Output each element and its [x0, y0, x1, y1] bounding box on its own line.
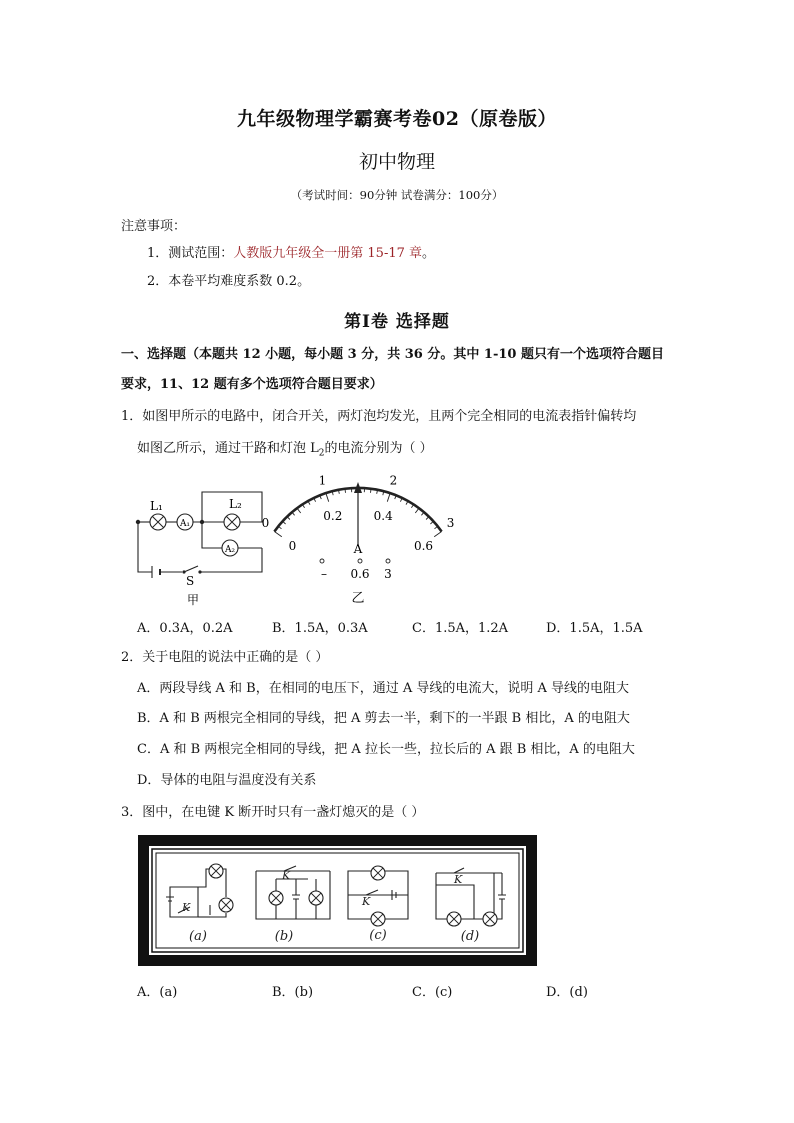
exam-info: （考试时间：90分钟 试卷满分：100分）	[290, 188, 504, 202]
dial-scale-bottom-label: 0.2	[323, 509, 343, 524]
dial-scale-bottom-label: 0.4	[373, 509, 393, 524]
q1-stem-line-2-a: 如图乙所示，通过干路和灯泡 L	[137, 441, 319, 456]
q1-stem-line-1: 1．如图甲所示的电路中，闭合开关，两灯泡均发光，且两个完全相同的电流表指针偏转均	[121, 409, 637, 424]
section-title: 第Ⅰ卷 选择题	[344, 312, 450, 332]
dial-tick	[274, 532, 281, 537]
q3-switch-label-a: K	[182, 901, 191, 914]
notes-item-1	[147, 244, 435, 264]
q3-figure-label-d: (d)	[460, 929, 480, 944]
label-l1: L₁	[150, 499, 163, 513]
q2-stem: 2．关于电阻的说法中正确的是（ ）	[121, 650, 329, 665]
q3-option-b[interactable]: B．(b)	[272, 985, 314, 1000]
notes-item-1-suffix: 。	[422, 246, 436, 261]
lamp-l2-icon	[224, 514, 240, 530]
dial-scale-top-label: 2	[389, 473, 398, 488]
terminal-label-06: 0.6	[350, 567, 370, 581]
label-l2: L₂	[229, 497, 242, 511]
notes-item-1-highlight: 人教版九年级全一册第 15-17 章	[233, 246, 423, 261]
q3-figure-label-b: (b)	[274, 929, 294, 944]
q3-switch-label-b: K	[282, 869, 291, 882]
q1-stem-line-2-sub: 2	[318, 448, 325, 459]
dial-scale-top-label: 0	[261, 516, 270, 531]
q2-option-a[interactable]: A．两段导线 A 和 B，在相同的电压下，通过 A 导线的电流大，说明 A 导线的电阻大	[137, 681, 630, 696]
q3-figure-label-c: (c)	[369, 928, 387, 943]
dial-tick	[326, 493, 329, 502]
label-a2: A₂	[224, 545, 236, 555]
section-instruction-line-1: 一、选择题（本题共 12 小题，每小题 3 分，共 36 分。其中 1-10 题只有一个选项符合题目	[121, 347, 664, 362]
caption-jia: 甲	[187, 593, 200, 607]
q3-stem: 3．图中，在电键 K 断开时只有一盏灯熄灭的是（ ）	[121, 805, 425, 820]
terminal-3-icon	[386, 559, 390, 563]
dial-tick	[434, 532, 441, 537]
q1-stem-line-2-b: 的电流分别为（ ）	[324, 441, 433, 456]
q3-switch-label-d: K	[454, 873, 463, 886]
notes-item-2: 2．本卷平均难度系数 0.2。	[147, 274, 311, 289]
q2-option-c[interactable]: C．A 和 B 两根完全相同的导线，把 A 拉长一些，拉长后的 A 跟 B 相比，A 的电阻大	[137, 742, 635, 757]
q2-option-b[interactable]: B．A 和 B 两根完全相同的导线，把 A 剪去一半，剩下的一半跟 B 相比，A 的电阻大	[137, 711, 630, 726]
page-subtitle: 初中物理	[358, 151, 435, 173]
q1-option-d[interactable]: D．1.5A，1.5A	[546, 621, 643, 636]
terminal-06-icon	[358, 559, 362, 563]
q3-option-a[interactable]: A．(a)	[137, 985, 178, 1000]
page-title: 九年级物理学霸赛考卷02（原卷版）	[237, 108, 557, 130]
dial-scale-bottom-label: 0	[288, 539, 297, 554]
label-a1: A₁	[179, 519, 191, 529]
lamp-l1-icon	[150, 514, 166, 530]
q1-option-b[interactable]: B．1.5A，0.3A	[272, 621, 368, 636]
dial-unit: A	[353, 542, 363, 556]
q3-figure-label-a: (a)	[189, 929, 207, 944]
label-s: S	[186, 574, 195, 588]
notes-heading: 注意事项：	[121, 219, 187, 234]
terminal-label-neg: –	[321, 567, 327, 581]
q3-circuits-figure	[138, 835, 537, 966]
q1-ammeter-dial-figure	[261, 462, 455, 608]
caption-yi: 乙	[351, 591, 365, 606]
q3-switch-label-c: K	[362, 895, 371, 908]
terminal-neg-icon	[320, 559, 324, 563]
section-instruction-line-2: 要求，11、12 题有多个选项符合题目要求）	[121, 377, 383, 392]
q3-option-d[interactable]: D．(d)	[546, 985, 588, 1000]
q1-option-c[interactable]: C．1.5A，1.2A	[412, 621, 509, 636]
q1-stem-line-2	[137, 439, 433, 464]
q2-option-d[interactable]: D．导体的电阻与温度没有关系	[137, 773, 317, 788]
dial-tick	[387, 493, 390, 502]
dial-scale-bottom-label: 0.6	[413, 539, 434, 554]
dial-scale-top-label: 1	[318, 473, 327, 488]
dial-scale-top-label: 3	[446, 516, 455, 531]
terminal-label-3: 3	[384, 567, 392, 581]
q1-option-a[interactable]: A．0.3A，0.2A	[137, 621, 233, 636]
notes-item-1-prefix: 1．测试范围：	[147, 246, 234, 261]
q3-option-c[interactable]: C．(c)	[412, 985, 453, 1000]
q1-circuit-figure	[132, 484, 272, 608]
